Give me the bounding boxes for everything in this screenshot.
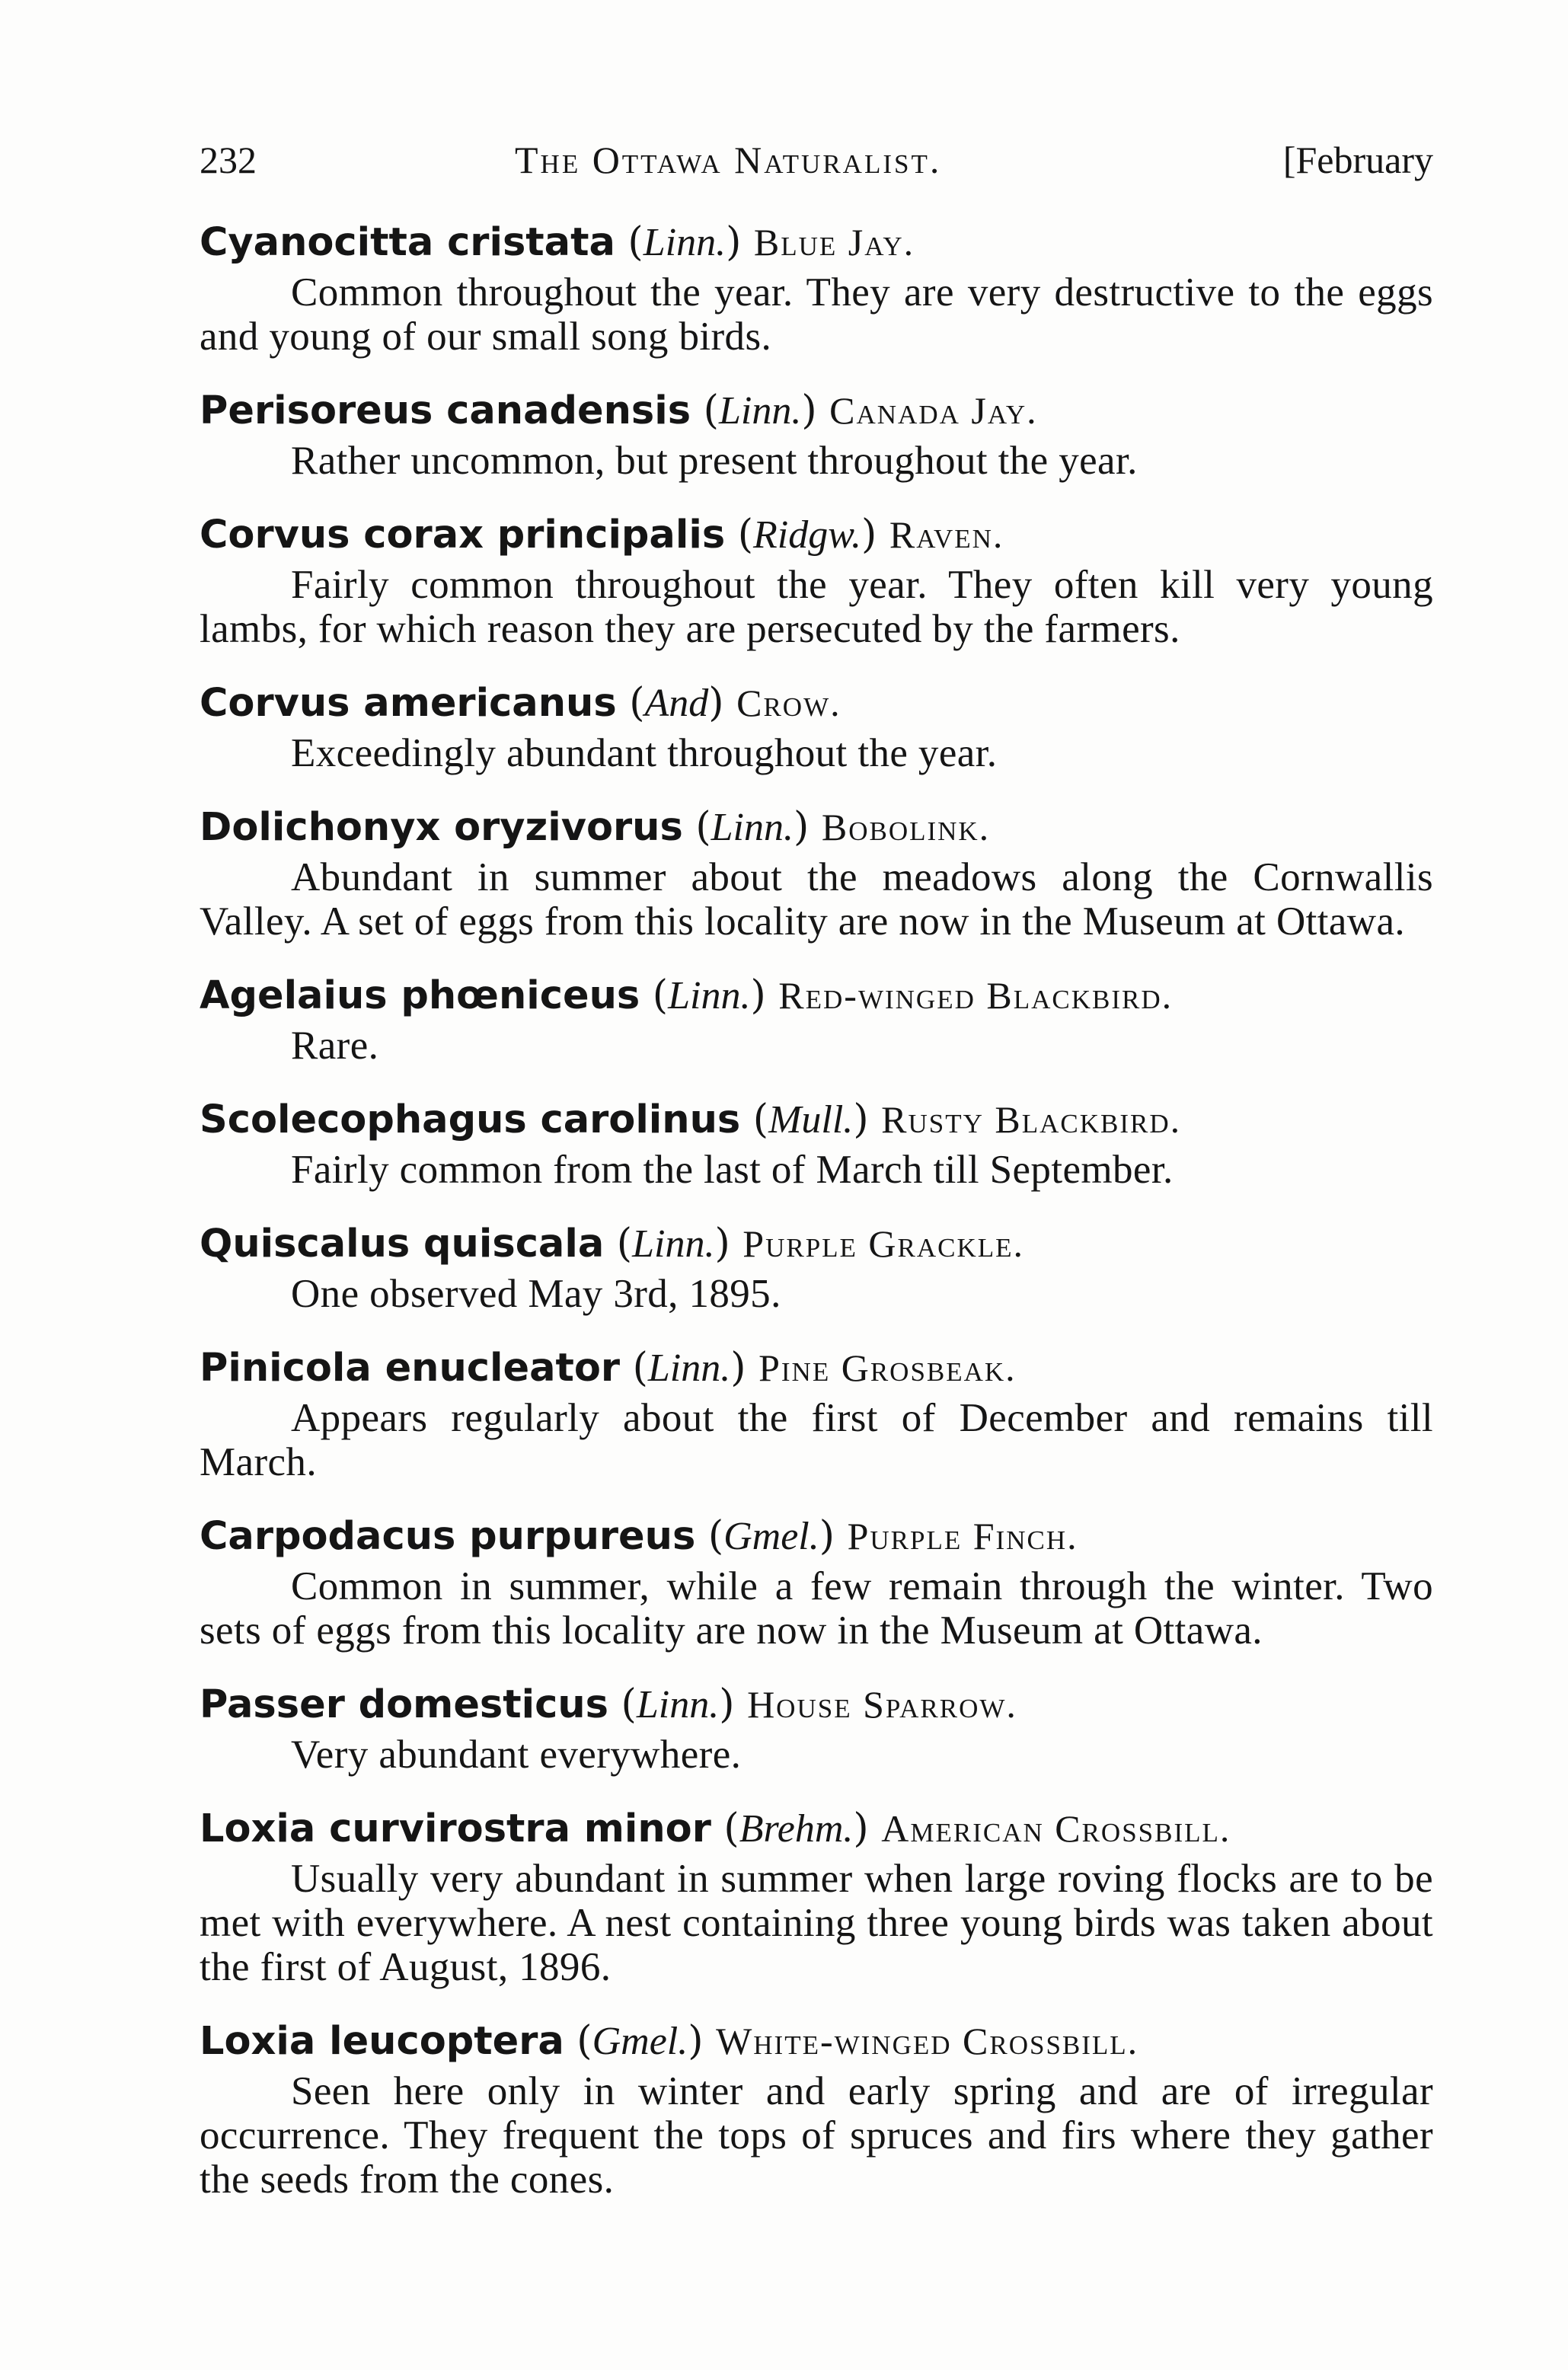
running-month: [February bbox=[1282, 139, 1433, 181]
species-name: Carpodacus purpureus bbox=[200, 1514, 696, 1559]
species-name: Loxia curvirostra minor bbox=[200, 1806, 711, 1851]
species-common-name: Purple Grackle. bbox=[742, 1222, 1025, 1265]
species-note: Usually very abundant in summer when large roving flocks are to be met with everywhere. A nest containing three young birds was taken about the first of August, 1896. bbox=[200, 1857, 1433, 1989]
species-authority: Linn. bbox=[711, 806, 794, 849]
species-authority: Linn. bbox=[718, 389, 802, 433]
species-entry bbox=[200, 1342, 1433, 1484]
species-name: Pinicola enucleator bbox=[200, 1346, 621, 1391]
species-entry bbox=[200, 385, 1433, 483]
species-entry bbox=[200, 216, 1433, 359]
page-number: 232 bbox=[200, 139, 257, 181]
species-authority: Linn. bbox=[643, 221, 727, 264]
species-entry bbox=[200, 2015, 1433, 2202]
species-note: Common throughout the year. They are very destructive to the eggs and young of our small song birds. bbox=[200, 270, 1433, 359]
species-name: Corvus corax principalis bbox=[200, 513, 726, 557]
species-name: Corvus americanus bbox=[200, 681, 617, 726]
species-authority: And bbox=[644, 682, 709, 725]
species-entry bbox=[200, 1218, 1433, 1316]
species-common-name: Blue Jay. bbox=[753, 221, 915, 264]
species-entry bbox=[200, 1510, 1433, 1653]
species-heading: Quiscalus quiscala (Linn.) Purple Grackle. bbox=[200, 1221, 1025, 1266]
species-name: Perisoreus canadensis bbox=[200, 388, 691, 433]
species-note: Fairly common throughout the year. They often kill very young lambs, for which reason they are persecuted by the farmers. bbox=[200, 563, 1433, 651]
species-name: Loxia leucoptera bbox=[200, 2019, 564, 2064]
species-heading: Passer domesticus (Linn.) House Sparrow. bbox=[200, 1682, 1017, 1727]
species-heading: Dolichonyx oryzivorus (Linn.) Bobolink. bbox=[200, 804, 991, 850]
species-entry bbox=[200, 509, 1433, 651]
species-note: Abundant in summer about the meadows along the Cornwallis Valley. A set of eggs from this locality are now in the Museum at Ottawa. bbox=[200, 855, 1433, 944]
species-common-name: Pine Grosbeak. bbox=[758, 1346, 1017, 1389]
species-common-name: Rusty Blackbird. bbox=[881, 1098, 1182, 1141]
species-common-name: Purple Finch. bbox=[847, 1515, 1078, 1557]
species-common-name: House Sparrow. bbox=[747, 1683, 1017, 1726]
running-header bbox=[200, 129, 1433, 190]
species-heading: Cyanocitta cristata (Linn.) Blue Jay. bbox=[200, 219, 915, 265]
species-heading: Perisoreus canadensis (Linn.) Canada Jay. bbox=[200, 388, 1038, 433]
species-authority: Gmel. bbox=[592, 2020, 688, 2063]
species-authority: Linn. bbox=[636, 1683, 720, 1726]
species-common-name: Bobolink. bbox=[821, 806, 991, 848]
species-heading: Carpodacus purpureus (Gmel.) Purple Finch. bbox=[200, 1513, 1078, 1559]
species-note: Common in summer, while a few remain through the winter. Two sets of eggs from this locality are now in the Museum at Ottawa. bbox=[200, 1564, 1433, 1653]
species-common-name: American Crossbill. bbox=[881, 1807, 1231, 1850]
species-note: Rather uncommon, but present throughout the year. bbox=[291, 439, 1138, 483]
species-note: Exceedingly abundant throughout the year. bbox=[291, 731, 998, 775]
species-name: Cyanocitta cristata bbox=[200, 220, 615, 265]
species-name: Agelaius phœniceus bbox=[200, 973, 640, 1018]
species-note: Very abundant everywhere. bbox=[291, 1733, 742, 1777]
species-authority: Linn. bbox=[668, 974, 751, 1017]
species-entry bbox=[200, 1094, 1433, 1192]
species-note: One observed May 3rd, 1895. bbox=[291, 1272, 781, 1316]
species-entry bbox=[200, 677, 1433, 775]
species-entry bbox=[200, 969, 1433, 1068]
species-heading: Agelaius phœniceus (Linn.) Red-winged Blackbird. bbox=[200, 973, 1174, 1018]
species-heading: Scolecophagus carolinus (Mull.) Rusty Blackbird. bbox=[200, 1097, 1182, 1142]
species-authority: Brehm. bbox=[739, 1807, 854, 1851]
species-note: Rare. bbox=[291, 1024, 379, 1068]
species-note: Fairly common from the last of March till September. bbox=[291, 1148, 1174, 1192]
species-authority: Linn. bbox=[632, 1222, 715, 1266]
species-name: Passer domesticus bbox=[200, 1682, 609, 1727]
species-name: Dolichonyx oryzivorus bbox=[200, 805, 683, 850]
species-authority: Ridgw. bbox=[753, 513, 862, 557]
species-list bbox=[200, 216, 1433, 2228]
species-entry bbox=[200, 801, 1433, 944]
species-entry bbox=[200, 1678, 1433, 1777]
species-name: Scolecophagus carolinus bbox=[200, 1097, 741, 1142]
species-entry bbox=[200, 1803, 1433, 1989]
species-common-name: Red-winged Blackbird. bbox=[778, 974, 1174, 1017]
species-authority: Gmel. bbox=[723, 1515, 819, 1558]
species-authority: Mull. bbox=[768, 1098, 854, 1142]
species-heading: Loxia curvirostra minor (Brehm.) American Crossbill. bbox=[200, 1806, 1231, 1851]
species-note: Seen here only in winter and early spring and are of irregular occurrence. They frequent the tops of spruces and firs where they gather the seeds from the cones. bbox=[200, 2069, 1433, 2202]
species-common-name: Raven. bbox=[889, 513, 1004, 556]
species-heading: Corvus americanus (And) Crow. bbox=[200, 680, 841, 726]
species-heading: Corvus corax principalis (Ridgw.) Raven. bbox=[200, 512, 1004, 557]
species-authority: Linn. bbox=[647, 1346, 731, 1390]
species-common-name: White-winged Crossbill. bbox=[716, 2020, 1139, 2062]
running-title: The Ottawa Naturalist. bbox=[515, 139, 942, 181]
species-heading: Pinicola enucleator (Linn.) Pine Grosbeak. bbox=[200, 1345, 1017, 1391]
species-heading: Loxia leucoptera (Gmel.) White-winged Crossbill. bbox=[200, 2018, 1139, 2064]
species-common-name: Crow. bbox=[736, 682, 841, 724]
species-common-name: Canada Jay. bbox=[829, 389, 1038, 432]
species-name: Quiscalus quiscala bbox=[200, 1222, 605, 1266]
species-note: Appears regularly about the first of December and remains till March. bbox=[200, 1396, 1433, 1484]
